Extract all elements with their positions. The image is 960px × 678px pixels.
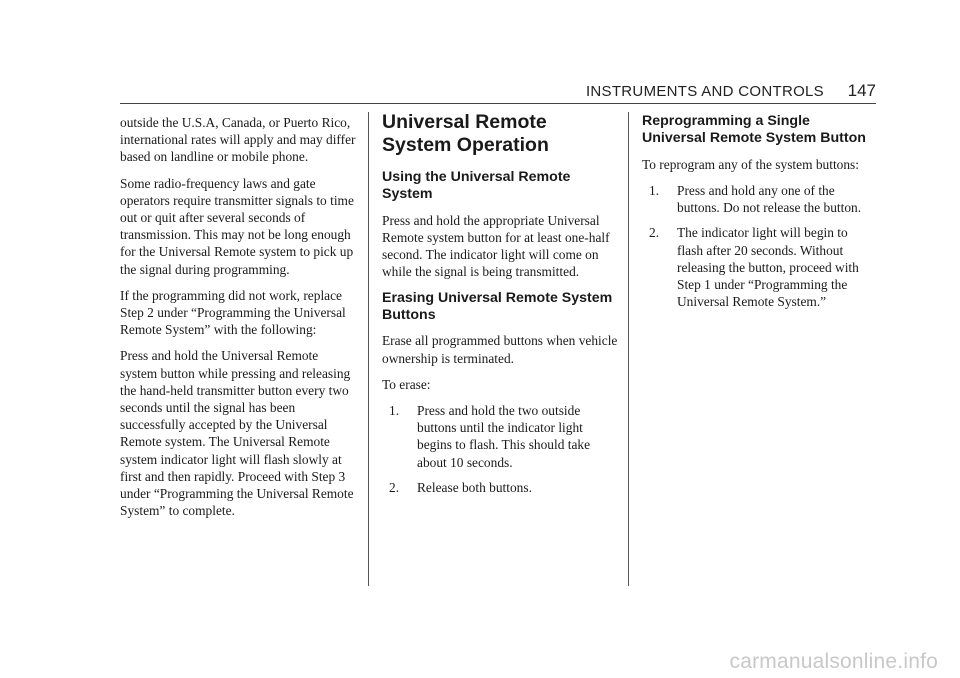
subsection-heading: Using the Universal Remote System — [382, 169, 571, 203]
paragraph: To erase: — [382, 376, 431, 392]
header-rule — [120, 103, 876, 104]
step-number: 2. — [649, 225, 660, 241]
subsection-heading: Erasing Universal Remote System Buttons — [382, 289, 613, 324]
paragraph: Erase all programmed buttons when vehicle ownership is terminated. — [382, 333, 618, 366]
paragraph: outside the U.S.A, Canada, or Puerto Rico, international rates will apply and may differ based on landline or mobile phone. — [120, 115, 356, 165]
step-text: The indicator light will begin to flash after 20 seconds. Without releasing the button, proceed with Step 1 under “Programming the Universal Remote System.” — [677, 225, 859, 310]
step-number: 1. — [389, 403, 400, 419]
paragraph: Press and hold the Universal Remote system button while pressing and releasing the hand-held transmitter button every two seconds until the signal has been successfully accepted by the Universal Remote system. The Universal Remote system indicator light will flash slowly at first and then rapidly. Proceed with Step 3 under “Programming the Universal Remote System” to complete. — [120, 348, 354, 519]
watermark: carmanualsonline.info — [729, 650, 938, 673]
column-3 — [642, 114, 876, 319]
paragraph: If the programming did not work, replace Step 2 under “Programming the Universal Remote System” with the following: — [120, 287, 346, 338]
list-item — [382, 402, 618, 471]
step-text: Press and hold any one of the buttons. Do not release the button. — [677, 183, 862, 216]
step-number: 2. — [389, 479, 400, 495]
step-text: Press and hold the two outside buttons until the indicator light begins to flash. This should take about 10 seconds. — [417, 403, 591, 470]
column-2 — [382, 111, 618, 505]
list-item — [382, 479, 618, 496]
list-item — [642, 224, 876, 310]
step-text: Release both buttons. — [417, 479, 532, 495]
page-header — [120, 76, 876, 102]
subsection-heading: Reprogramming a Single Universal Remote System Button — [642, 113, 866, 147]
list-item — [642, 182, 876, 216]
paragraph: To reprogram any of the system buttons: — [642, 156, 859, 172]
section-heading: Universal Remote System Operation — [382, 111, 549, 156]
column-1 — [120, 114, 358, 528]
reprogram-steps — [642, 182, 876, 310]
paragraph: Press and hold the appropriate Universal Remote system button for at least one-half second. The indicator light will come on while the signal is being transmitted. — [382, 212, 610, 280]
paragraph: Some radio-frequency laws and gate operators require transmitter signals to time out or quit after several seconds of transmission. This may not be long enough for the Universal Remote system to pick up the signal during programming. — [120, 175, 354, 277]
column-divider-1 — [368, 112, 369, 586]
step-number: 1. — [649, 183, 660, 199]
section-title: INSTRUMENTS AND CONTROLS — [585, 83, 824, 100]
column-divider-2 — [628, 112, 629, 586]
page-number: 147 — [847, 81, 876, 100]
erase-steps — [382, 402, 618, 496]
